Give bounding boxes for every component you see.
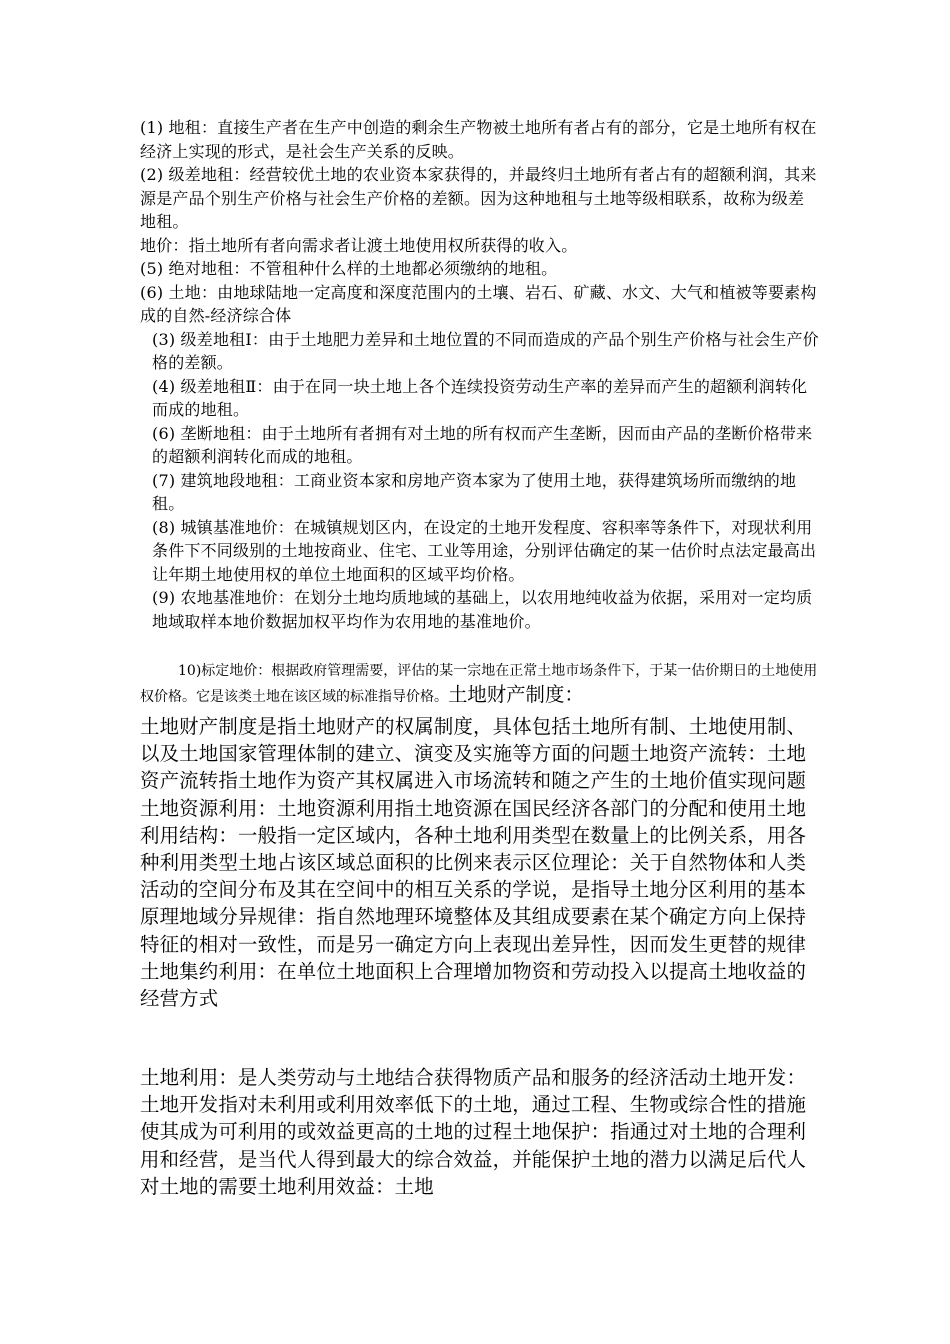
definition-paragraph: (4) 级差地租Ⅱ：由于在同一块土地上各个连续投资劳动生产率的差异而产生的超额利润转化而成的地租。 [152, 376, 808, 419]
definition-paragraph: (8) 城镇基准地价：在城镇规划区内，在设定的土地开发程度、容积率等条件下，对现状利用条件下不同级别的土地按商业、住宅、工业等用途，分别评估确定的某一估价时点法定最高出让年期土地使用权的单位土地面积的区域平均价格。 [152, 517, 817, 584]
land-use-large-paragraph: 土地利用：是人类劳动与土地结合获得物质产品和服务的经济活动土地开发：土地开发指对未利用或利用效率低下的土地，通过工程、生物或综合性的措施使其成为可利用的或效益更高的土地的过程土地保护：指通过对土地的合理利用和经营，是当代人得到最大的综合效益，并能保护土地的潜力以满足后代人对土地的需要土地利用效益：土地 [140, 1066, 807, 1198]
definition-paragraph: (9) 农地基准地价：在划分土地均质地域的基础上，以农用地纯收益为依据，采用对一定均质地域取样本地价数据加权平均作为农用地的基准地价。 [152, 588, 813, 631]
definition-paragraph: (6) 土地：由地球陆地一定高度和深度范围内的土壤、岩石、矿藏、水文、大气和植被等要素构成的自然-经济综合体 [140, 282, 817, 325]
definition-paragraph: (7) 建筑地段地租：工商业资本家和房地产资本家为了使用土地，获得建筑场所而缴纳的地租。 [152, 470, 797, 513]
definitions-small-text [140, 116, 820, 633]
definition-paragraph: (6) 垄断地租：由于土地所有者拥有对土地的所有权而产生垄断，因而由产品的垄断价格带来的超额利润转化而成的地租。 [152, 423, 813, 466]
land-concepts-large-paragraph: 土地财产制度是指土地财产的权属制度，具体包括土地所有制、土地使用制、以及土地国家管理体制的建立、演变及实施等方面的问题土地资产流转：土地资产流转指土地作为资产其权属进入市场流转和随之产生的土地价值实现问题土地资源利用：土地资源利用指土地资源在国民经济各部门的分配和使用土地利用结构：一般指一定区域内，各种土地利用类型在数量上的比例关系，用各种利用类型土地占该区域总面积的比例来表示区位理论：关于自然物体和人类活动的空间分布及其在空间中的相互关系的学说，是指导土地分区利用的基本原理地域分异规律：指自然地理环境整体及其组成要素在某个确定方向上保持特征的相对一致性，而是另一确定方向上表现出差异性，因而发生更替的规律土地集约利用：在单位土地面积上合理增加物资和劳动投入以提高土地收益的经营方式 [140, 715, 807, 1011]
definition-paragraph: 地价：指土地所有者向需求者让渡土地使用权所获得的收入。 [140, 235, 578, 255]
definition-paragraph: (3) 级差地租Ⅰ：由于土地肥力差异和土地位置的不同而造成的产品个别生产价格与社会生产价格的差额。 [152, 329, 819, 372]
definition-paragraph: (2) 级差地租：经营较优土地的农业资本家获得的，并最终归土地所有者占有的超额利润，其来源是产品个别生产价格与社会生产价格的差额。因为这种地租与土地等级相联系，故称为级差地租。 [140, 165, 817, 231]
standard-land-price-paragraph [140, 659, 830, 709]
land-property-system-lead: 土地财产制度： [448, 683, 584, 706]
definition-paragraph: (1) 地租：直接生产者在生产中创造的剩余生产物被土地所有者占有的部分，它是土地所有权在经济上实现的形式，是社会生产关系的反映。 [140, 118, 817, 161]
definition-paragraph: (5) 绝对地租：不管租种什么样的土地都必须缴纳的地租。 [140, 259, 558, 278]
standard-land-price-text: 10)标定地价：根据政府管理需要，评估的某一宗地在正常土地市场条件下，于某一估价期日的土地使用权价格。它是该类土地在该区域的标准指导价格。 [140, 663, 818, 705]
